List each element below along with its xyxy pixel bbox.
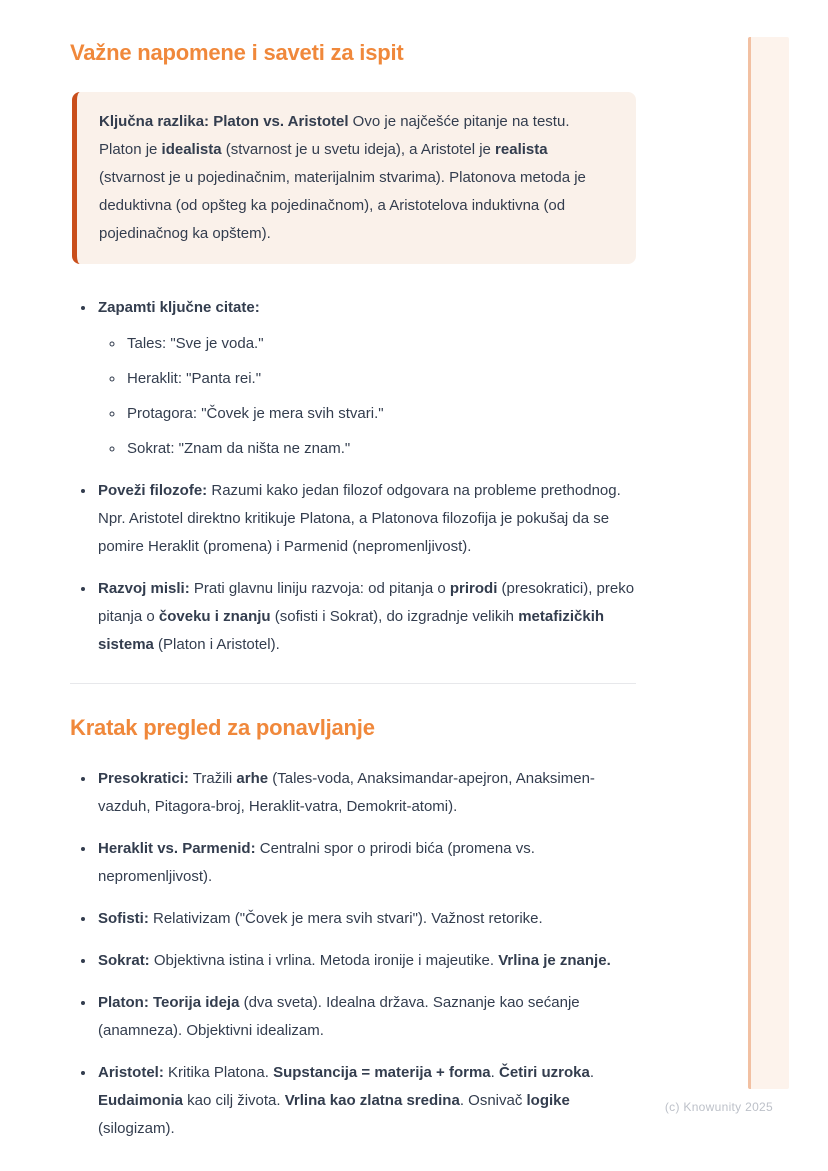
section-title-review: Kratak pregled za ponavljanje <box>70 715 375 741</box>
sub-list-item: ◦ Tales: "Sve je voda." <box>125 330 636 358</box>
list-item <box>96 905 636 933</box>
list-item <box>96 989 636 1045</box>
sub-list-item: ◦ Protagora: "Čovek je mera svih stvari." <box>125 400 636 428</box>
copyright-footer: (c) Knowunity 2025 <box>664 1100 773 1114</box>
list-item <box>96 947 636 975</box>
list-item-text: Aristotel: Kritika Platona. Supstancija = materija + forma. Četiri uzroka. Eudaimonia kao cilj života. Vrlina kao zlatna sredina. Osnivač logike (silogizam). <box>98 1063 595 1137</box>
list-item <box>96 575 636 659</box>
list-item-text: Presokratici: Tražili arhe (Tales-voda, Anaksimandar-apejron, Anaksimen-vazduh, Pitagora-broj, Heraklit-vatra, Demokrit-atomi). <box>98 769 595 815</box>
list-item-text: Zapamti ključne citate: <box>98 299 260 317</box>
notes-list <box>70 294 636 659</box>
list-item-text: Poveži filozofe: Razumi kako jedan filozof odgovara na probleme prethodnog. Npr. Aristotel direktno kritikuje Platona, a Platonova filozofija je pokušaj da se pomire Heraklit (promena) i Parmenid (nepromenljivost). <box>98 482 621 556</box>
content-column <box>70 40 636 1157</box>
list-item <box>96 477 636 561</box>
callout-text: Ključna razlika: Platon vs. Aristotel Ovo je najčešće pitanje na testu. Platon je idealista (stvarnost je u svetu ideja), a Aristotel je realista (stvarnost je u pojedinačnim, materijalnim stvarima). Platonova metoda je deduktivna (od opšteg ka pojedinačnom), a Aristotelova induktivna (od pojedinačnog ka opštem). <box>99 113 586 243</box>
section-title-notes: Važne napomene i saveti za ispit <box>70 40 404 65</box>
section-divider <box>70 683 636 684</box>
list-item <box>96 835 636 891</box>
list-item-text: Sokrat: Objektivna istina i vrlina. Metoda ironije i majeutike. Vrlina je znanje. <box>98 951 611 969</box>
list-item-text: Sofisti: Relativizam ("Čovek je mera svih stvari"). Važnost retorike. <box>98 909 543 927</box>
sub-list-item: ◦ Heraklit: "Panta rei." <box>125 365 636 393</box>
list-item-text: Razvoj misli: Prati glavnu liniju razvoja: od pitanja o prirodi (presokratici), preko pitanja o čoveku i znanju (sofisti i Sokrat), do izgradnje velikih metafizičkih sistema (Platon i Aristotel). <box>98 580 635 654</box>
sub-list-item: ◦ Sokrat: "Znam da ništa ne znam." <box>125 435 636 463</box>
list-item <box>96 1059 636 1143</box>
side-accent-bar <box>748 37 789 1089</box>
review-list <box>70 765 636 1143</box>
list-item <box>96 765 636 821</box>
list-item-text: Platon: Teorija ideja (dva sveta). Idealna država. Saznanje kao sećanje (anamneza). Objektivni idealizam. <box>98 993 580 1039</box>
list-item-text: Heraklit vs. Parmenid: Centralni spor o prirodi bića (promena vs. nepromenljivost). <box>98 839 535 885</box>
key-difference-callout <box>72 92 636 264</box>
quotes-sublist <box>98 330 636 463</box>
list-item <box>96 294 636 463</box>
